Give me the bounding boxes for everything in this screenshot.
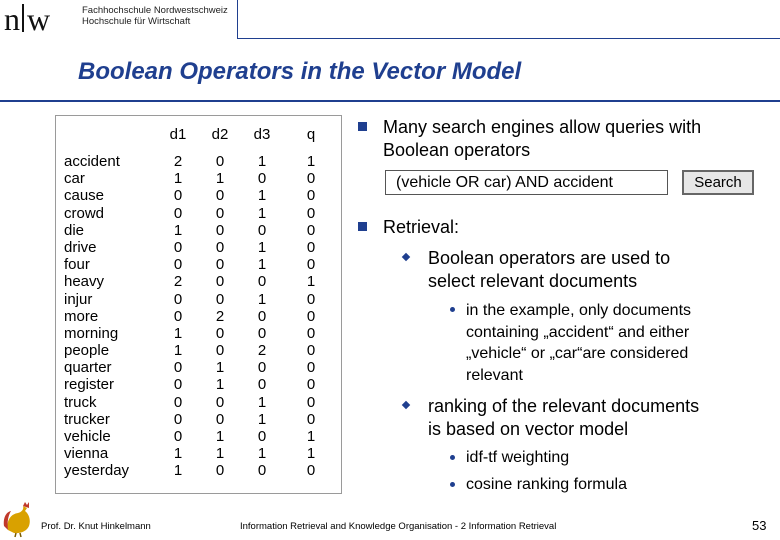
value-cell: 0 [215,238,225,256]
value-cell: 1 [306,428,316,445]
logo-w: w [27,1,50,37]
term-cell: morning [64,324,119,342]
bullet-dot-icon [450,482,455,487]
value-cell: 0 [306,290,316,308]
value-cell: 0 [215,273,225,291]
value-cell: 0 [215,221,225,239]
value-cell: 0 [173,187,183,205]
bullet-example [466,300,691,386]
value-cell: 2 [173,153,183,170]
value-cell: 0 [257,170,267,188]
term-cell: register [64,376,115,394]
value-cell: 0 [215,393,225,411]
bullet-text: „vehicle“ or „car“are considered [466,345,689,362]
column-d2 [200,153,240,480]
bullet-ranking [428,395,699,441]
page-number: 53 [752,518,767,533]
value-cell: 0 [215,462,225,480]
value-cell: 1 [215,445,225,463]
search-button[interactable]: Search [682,170,754,195]
value-cell: 0 [173,359,183,377]
school-line-2: Hochschule für Wirtschaft [82,16,191,27]
term-cell: yesterday [64,462,130,480]
column-header-d2: d2 [211,126,229,143]
value-cell: 0 [257,221,267,239]
school-line-1: Fachhochschule Nordwestschweiz [82,5,228,16]
column-header-d3: d3 [253,126,271,143]
value-cell: 1 [215,428,225,445]
value-cell: 1 [306,445,316,463]
term-cell: vienna [64,445,109,463]
bullet-text: ranking of the relevant documents [428,396,700,416]
logo-bar [22,4,24,32]
term-cell: trucker [64,410,110,428]
value-cell: 0 [306,410,316,428]
value-cell: 0 [215,324,225,342]
bullet-dot-icon [450,455,455,460]
value-cell: 0 [257,462,267,480]
value-cell: 0 [173,256,183,274]
value-cell: 0 [257,307,267,325]
value-cell: 1 [306,153,316,170]
bullet-text: is based on vector model [428,419,629,439]
term-cell: accident [64,153,120,170]
term-cell: die [64,221,85,239]
value-cell: 0 [306,342,316,360]
term-cell: quarter [64,359,112,377]
term-cell: people [64,342,110,360]
term-cell: car [64,170,85,188]
value-cell: 0 [306,238,316,256]
value-cell: 1 [257,290,267,308]
school-name [82,5,228,27]
value-cell: 1 [173,342,183,360]
value-cell: 0 [215,290,225,308]
bullet-square-icon [358,122,367,131]
value-cell: 0 [306,187,316,205]
value-cell: 1 [173,170,183,188]
value-cell: 2 [215,307,225,325]
term-cell: truck [64,393,97,411]
value-cell: 1 [215,359,225,377]
logo-n: n [4,1,19,37]
header [0,0,780,40]
value-cell: 0 [306,393,316,411]
bullet-idf-tf: idf-tf weighting [466,449,570,466]
value-cell: 2 [173,273,183,291]
rooster-logo-icon [2,500,38,538]
value-cell: 1 [257,256,267,274]
bullet-text: containing „accident“ and either [466,323,690,341]
value-cell: 0 [173,307,183,325]
bullet-text: relevant [466,366,523,384]
value-cell: 0 [173,410,183,428]
value-cell: 0 [173,238,183,256]
value-cell: 0 [215,153,225,170]
value-cell: 1 [173,221,183,239]
value-cell: 0 [173,393,183,411]
value-cell: 0 [173,428,183,445]
value-cell: 0 [215,342,225,360]
bullet-text: select relevant documents [428,271,638,291]
logo [4,2,49,36]
bullet-text: Boolean operators [383,140,531,160]
value-cell: 0 [306,307,316,325]
value-cell: 0 [257,324,267,342]
value-cell: 1 [257,204,267,222]
value-cell: 1 [215,170,225,188]
bullet-diamond-icon [402,253,410,261]
value-cell: 1 [257,410,267,428]
value-cell: 0 [215,410,225,428]
value-cell: 1 [306,273,316,291]
value-cell: 0 [306,462,316,480]
value-cell: 1 [257,238,267,256]
term-cell: crowd [64,204,105,222]
footer-author: Prof. Dr. Knut Hinkelmann [41,521,151,532]
term-cell: four [64,256,90,274]
value-cell: 0 [215,256,225,274]
bullet-search-engines [383,116,701,162]
header-divider-horizontal [237,38,780,39]
value-cell: 0 [215,204,225,222]
value-cell: 0 [257,359,267,377]
value-cell: 1 [173,445,183,463]
bullet-text: in the example, only documents [466,302,692,319]
value-cell: 0 [306,221,316,239]
column-d1 [158,153,198,480]
term-cell: cause [64,187,105,205]
bullet-boolean-operators [428,247,670,293]
value-cell: 1 [173,462,183,480]
bullet-diamond-icon [402,401,410,409]
value-cell: 0 [306,256,316,274]
bullet-retrieval: Retrieval: [383,217,460,237]
value-cell: 1 [257,187,267,205]
value-cell: 0 [173,204,183,222]
value-cell: 0 [306,324,316,342]
value-cell: 0 [257,273,267,291]
value-cell: 0 [306,376,316,394]
header-divider-vertical [237,0,238,38]
slide-title: Boolean Operators in the Vector Model [78,58,522,85]
bullet-dot-icon [450,307,455,312]
term-cell: heavy [64,273,105,291]
column-d3 [242,153,282,480]
term-column [64,153,129,480]
value-cell: 1 [257,153,267,170]
value-cell: 0 [257,428,267,445]
bullet-square-icon [358,222,367,231]
value-cell: 0 [306,359,316,377]
column-header-d1: d1 [169,126,187,143]
value-cell: 0 [173,376,183,394]
term-cell: vehicle [64,428,111,445]
title-rule [0,100,780,102]
term-cell: more [64,307,99,325]
value-cell: 0 [215,187,225,205]
value-cell: 0 [306,204,316,222]
bullet-text: Many search engines allow queries with [383,117,702,137]
column-q [291,153,331,480]
bullet-cosine: cosine ranking formula [466,476,627,493]
value-cell: 0 [257,376,267,394]
value-cell: 2 [257,342,267,360]
value-cell: 1 [215,376,225,394]
value-cell: 0 [173,290,183,308]
term-cell: injur [64,290,93,308]
bullet-text: Boolean operators are used to [428,248,671,268]
search-query-input[interactable]: (vehicle OR car) AND accident [385,170,668,195]
footer-course: Information Retrieval and Knowledge Organisation - 2 Information Retrieval [240,521,557,532]
term-cell: drive [64,238,97,256]
value-cell: 0 [306,170,316,188]
column-header-q: q [306,126,316,143]
value-cell: 1 [173,324,183,342]
value-cell: 1 [257,445,267,463]
value-cell: 1 [257,393,267,411]
